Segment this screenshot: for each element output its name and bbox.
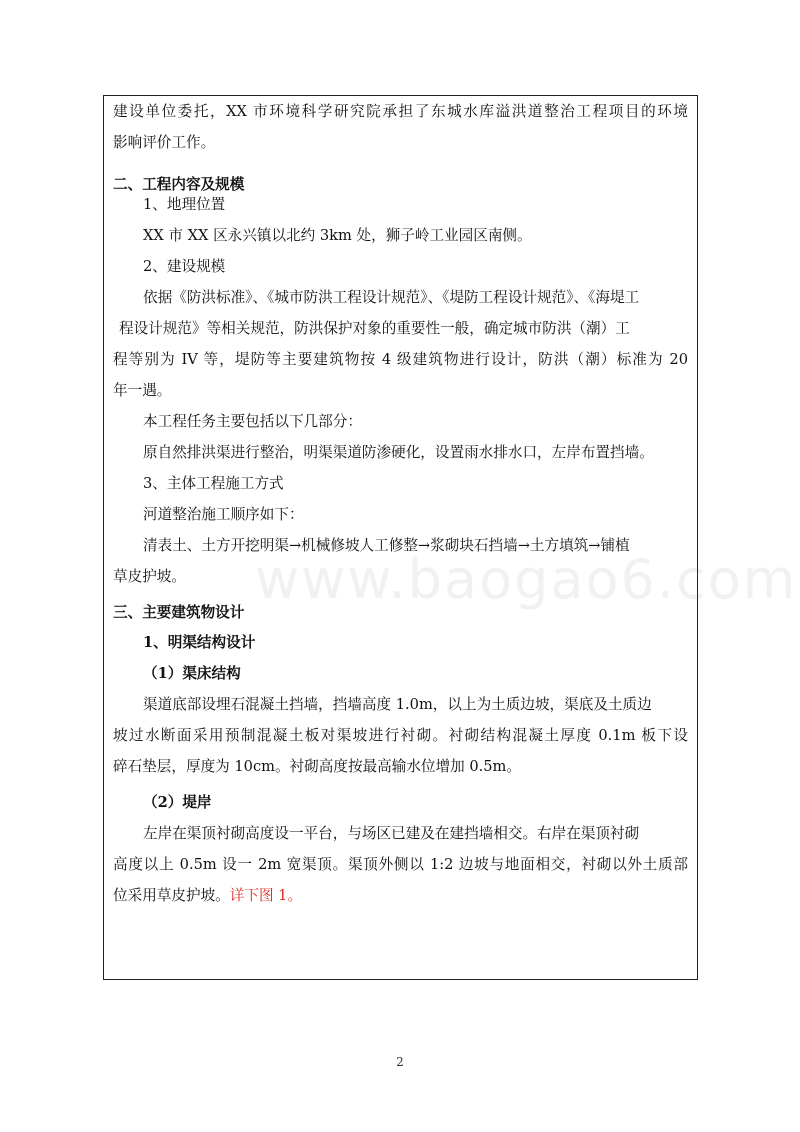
paragraph-line: 影响评价工作。 (113, 134, 216, 151)
paragraph-line: 程设计规范》等相关规范，防洪保护对象的重要性一般，确定城市防洪（潮）工 (119, 320, 630, 337)
paragraph-line: 坡过水断面采用预制混凝土板对渠坡进行衬砌。衬砌结构混凝土厚度 0.1m 板下设 (113, 727, 688, 744)
page-number: 2 (396, 1055, 404, 1069)
paragraph-text: 位采用草皮护坡。 (113, 887, 230, 904)
paragraph-line: 年一遇。 (113, 382, 172, 399)
paragraph-line: 河道整治施工顺序如下： (143, 506, 304, 523)
paragraph-line: 左岸在渠顶衬砌高度设一平台，与场区已建及在建挡墙相交。右岸在渠顶衬砌 (143, 825, 640, 842)
paragraph-line: 渠道底部设埋石混凝土挡墙，挡墙高度 1.0m，以上为土质边坡，渠底及土质边 (143, 696, 652, 713)
paragraph-line: 高度以上 0.5m 设一 2m 宽渠顶。渠顶外侧以 1:2 边坡与地面相交，衬砌以外土质部 (113, 856, 688, 873)
section-heading: （2）堤岸 (143, 794, 212, 811)
paragraph-line: 原自然排洪渠进行整治，明渠渠道防渗硬化，设置雨水排水口，左岸布置挡墙。 (143, 444, 654, 461)
paragraph-line: 本工程任务主要包括以下几部分： (143, 413, 362, 430)
paragraph-line: 程等别为 IV 等，堤防等主要建筑物按 4 级建筑物进行设计，防洪（潮）标准为 20 (113, 351, 688, 368)
paragraph-line: 草皮护坡。 (113, 568, 186, 585)
paragraph-line: 建设单位委托，XX 市环境科学研究院承担了东城水库溢洪道整治工程项目的环境 (113, 103, 688, 120)
paragraph-line: 清表土、土方开挖明渠→机械修坡人工修整→浆砌块石挡墙→土方填筑→铺植 (143, 537, 630, 554)
section-heading: 三、主要建筑物设计 (113, 604, 245, 621)
figure-reference: 详下图 1。 (229, 887, 303, 904)
paragraph-line: 3、主体工程施工方式 (143, 475, 284, 492)
paragraph-line (113, 884, 302, 905)
paragraph-line: 1、地理位置 (143, 196, 226, 213)
paragraph-line: 碎石垫层，厚度为 10cm。衬砌高度按最高输水位增加 0.5m。 (113, 758, 521, 775)
section-heading: 1、明渠结构设计 (143, 634, 256, 651)
section-heading: 二、工程内容及规模 (113, 176, 245, 193)
paragraph-line: 依据《防洪标准》、《城市防洪工程设计规范》、《堤防工程设计规范》、《海堤工 (143, 289, 640, 306)
section-heading: （1）渠床结构 (143, 665, 241, 682)
paragraph-line: 2、建设规模 (143, 258, 226, 275)
paragraph-line: XX 市 XX 区永兴镇以北约 3km 处，狮子岭工业园区南侧。 (143, 227, 532, 244)
watermark: www.baogao6.com (255, 548, 798, 611)
